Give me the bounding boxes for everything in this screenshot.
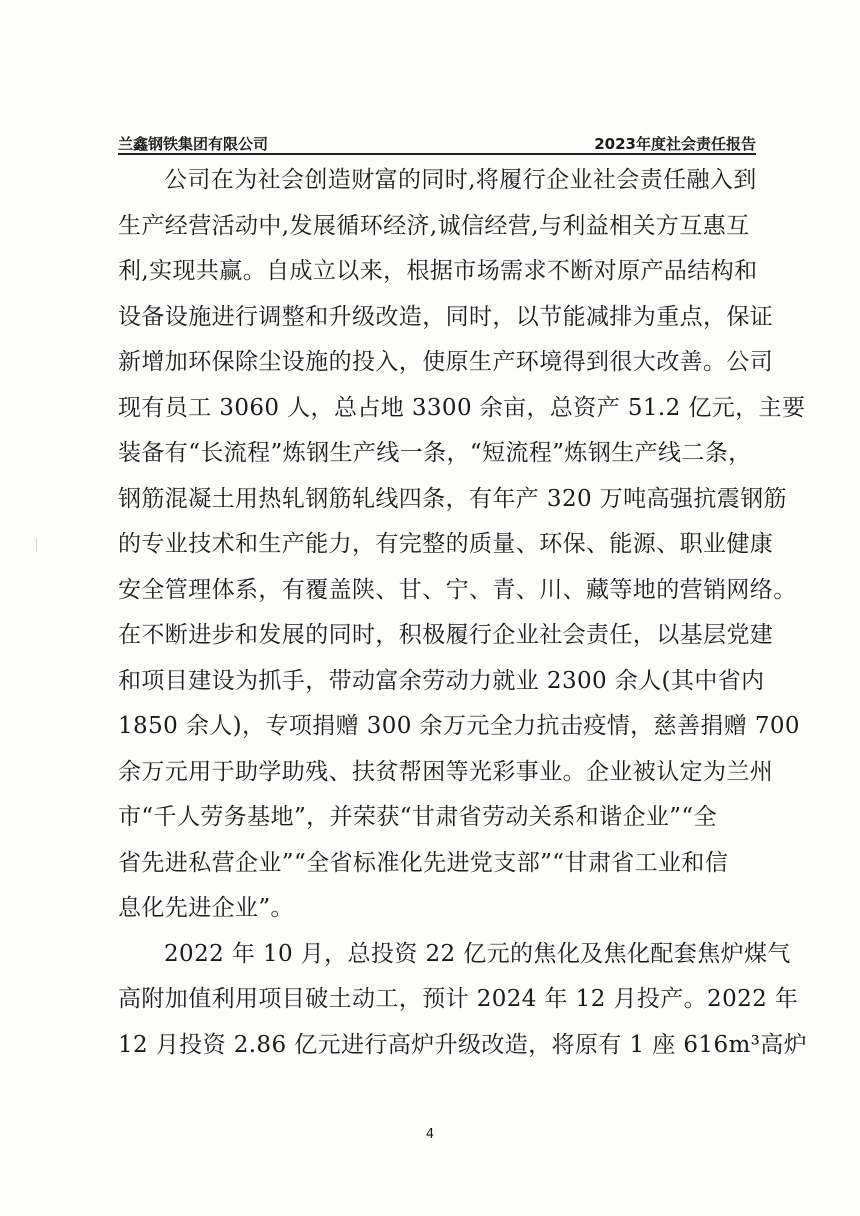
text-line: 市“千人劳务基地”，并荣获“甘肃省劳动关系和谐企业”“全 <box>118 804 717 830</box>
text-line: 现有员工 3060 人，总占地 3300 余亩，总资产 51.2 亿元，主要 <box>118 394 806 421</box>
text-line: 余万元用于助学助残、扶贫帮困等光彩事业。企业被认定为兰州 <box>118 758 774 785</box>
text-line: 设备设施进行调整和升级改造，同时，以节能减排为重点，保证 <box>118 303 774 330</box>
text-line: 和项目建设为抓手，带动富余劳动力就业 2300 余人(其中省内 <box>118 667 765 694</box>
scan-speck <box>36 538 37 552</box>
text-line: 钢筋混凝土用热轧钢筋轧线四条，有年产 320 万吨高强抗震钢筋 <box>118 485 787 512</box>
page-header <box>118 133 756 155</box>
text-line: 高附加值利用项目破土动工，预计 2024 年 12 月投产。2022 年 <box>118 986 799 1012</box>
text-line: 1850 余人)，专项捐赠 300 余万元全力抗击疫情，慈善捐赠 700 <box>118 713 800 739</box>
header-company-name: 兰鑫钢铁集团有限公司 <box>118 135 269 153</box>
text-line: 利,实现共赢。自成立以来，根据市场需求不断对原产品结构和 <box>118 258 758 284</box>
text-line: 公司在为社会创造财富的同时,将履行企业社会责任融入到 <box>164 167 757 193</box>
header-report-title: 2023年度社会责任报告 <box>594 135 756 153</box>
paragraph <box>118 932 808 1069</box>
text-line: 生产经营活动中,发展循环经济,诚信经营,与利益相关方互惠互 <box>118 212 750 239</box>
text-line: 新增加环保除尘设施的投入，使原生产环境得到很大改善。公司 <box>118 349 774 375</box>
page-number: 4 <box>425 1127 435 1142</box>
text-line: 安全管理体系，有覆盖陕、甘、宁、青、川、藏等地的营销网络。 <box>118 576 797 603</box>
text-line: 的专业技术和生产能力，有完整的质量、环保、能源、职业健康 <box>118 531 774 557</box>
text-line: 在不断进步和发展的同时，积极履行企业社会责任，以基层党建 <box>118 622 774 648</box>
text-line: 2022 年 10 月，总投资 22 亿元的焦化及焦化配套焦炉煤气 <box>164 940 791 967</box>
text-line: 息化先进企业”。 <box>118 895 294 921</box>
body-text <box>118 158 808 1068</box>
text-line: 省先进私营企业”“全省标准化先进党支部”“甘肃省工业和信 <box>118 849 729 876</box>
text-line: 12 月投资 2.86 亿元进行高炉升级改造，将原有 1 座 616m³高炉 <box>118 1031 808 1058</box>
text-line: 装备有“长流程”炼钢生产线一条，“短流程”炼钢生产线二条， <box>118 440 752 466</box>
paragraph <box>118 158 806 932</box>
